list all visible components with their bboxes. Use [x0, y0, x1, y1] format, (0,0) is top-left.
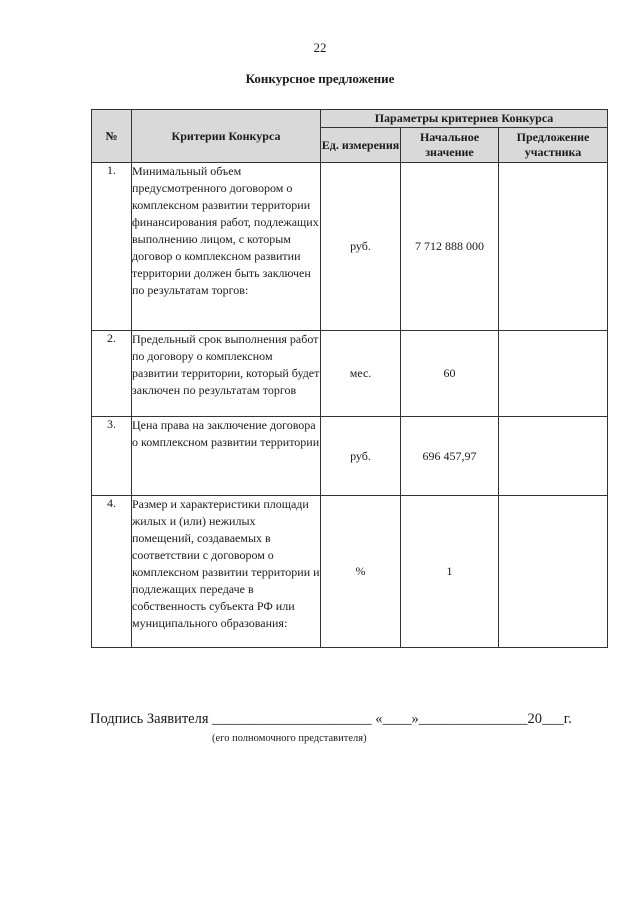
- row-number: 3.: [92, 417, 132, 496]
- signature-block: [90, 711, 610, 744]
- row-offer-field[interactable]: [499, 163, 608, 331]
- header-participant-offer: Предложение участника: [499, 128, 608, 163]
- signature-subtitle: (его полномочного представителя): [212, 733, 367, 744]
- header-criteria: Критерии Конкурса: [132, 110, 321, 163]
- table-row: [92, 496, 608, 648]
- row-unit: руб.: [321, 417, 401, 496]
- row-initial-value: 696 457,97: [401, 417, 499, 496]
- row-initial-value: 7 712 888 000: [401, 163, 499, 331]
- table-header-row: [92, 110, 608, 128]
- table-row: [92, 331, 608, 417]
- page-number: 22: [313, 40, 327, 55]
- row-offer-field[interactable]: [499, 417, 608, 496]
- table-row: [92, 163, 608, 331]
- row-offer-field[interactable]: [499, 496, 608, 648]
- row-unit: %: [321, 496, 401, 648]
- row-criterion: Минимальный объем предусмотренного договором о комплексном развитии территории финансирования работ, подлежащих выполнению лицом, с которым договор о комплексном развитии территории должен быть заключен по результатам торгов:: [132, 163, 321, 331]
- header-unit: Ед. измерения: [321, 128, 401, 163]
- row-number: 1.: [92, 163, 132, 331]
- row-initial-value: 60: [401, 331, 499, 417]
- signature-line[interactable]: Подпись Заявителя ______________________ «____»_______________20___г.: [90, 711, 572, 727]
- criteria-table: [91, 109, 608, 648]
- row-criterion: Предельный срок выполнения работ по договору о комплексном развитии территории, который будет заключен по результатам торгов: [132, 331, 321, 417]
- row-criterion: Размер и характеристики площади жилых и (или) нежилых помещений, создаваемых в соответствии с договором о комплексном развитии территории и подлежащих передаче в собственность субъекта РФ или муниципального образования:: [132, 496, 321, 648]
- row-number: 2.: [92, 331, 132, 417]
- header-number: №: [92, 110, 132, 163]
- row-number: 4.: [92, 496, 132, 648]
- row-criterion: Цена права на заключение договора о комплексном развитии территории: [132, 417, 321, 496]
- row-offer-field[interactable]: [499, 331, 608, 417]
- header-parameters-group: Параметры критериев Конкурса: [321, 110, 608, 128]
- table-row: [92, 417, 608, 496]
- row-unit: мес.: [321, 331, 401, 417]
- row-unit: руб.: [321, 163, 401, 331]
- header-initial-value: Начальное значение: [401, 128, 499, 163]
- row-initial-value: 1: [401, 496, 499, 648]
- document-title: Конкурсное предложение: [245, 71, 395, 86]
